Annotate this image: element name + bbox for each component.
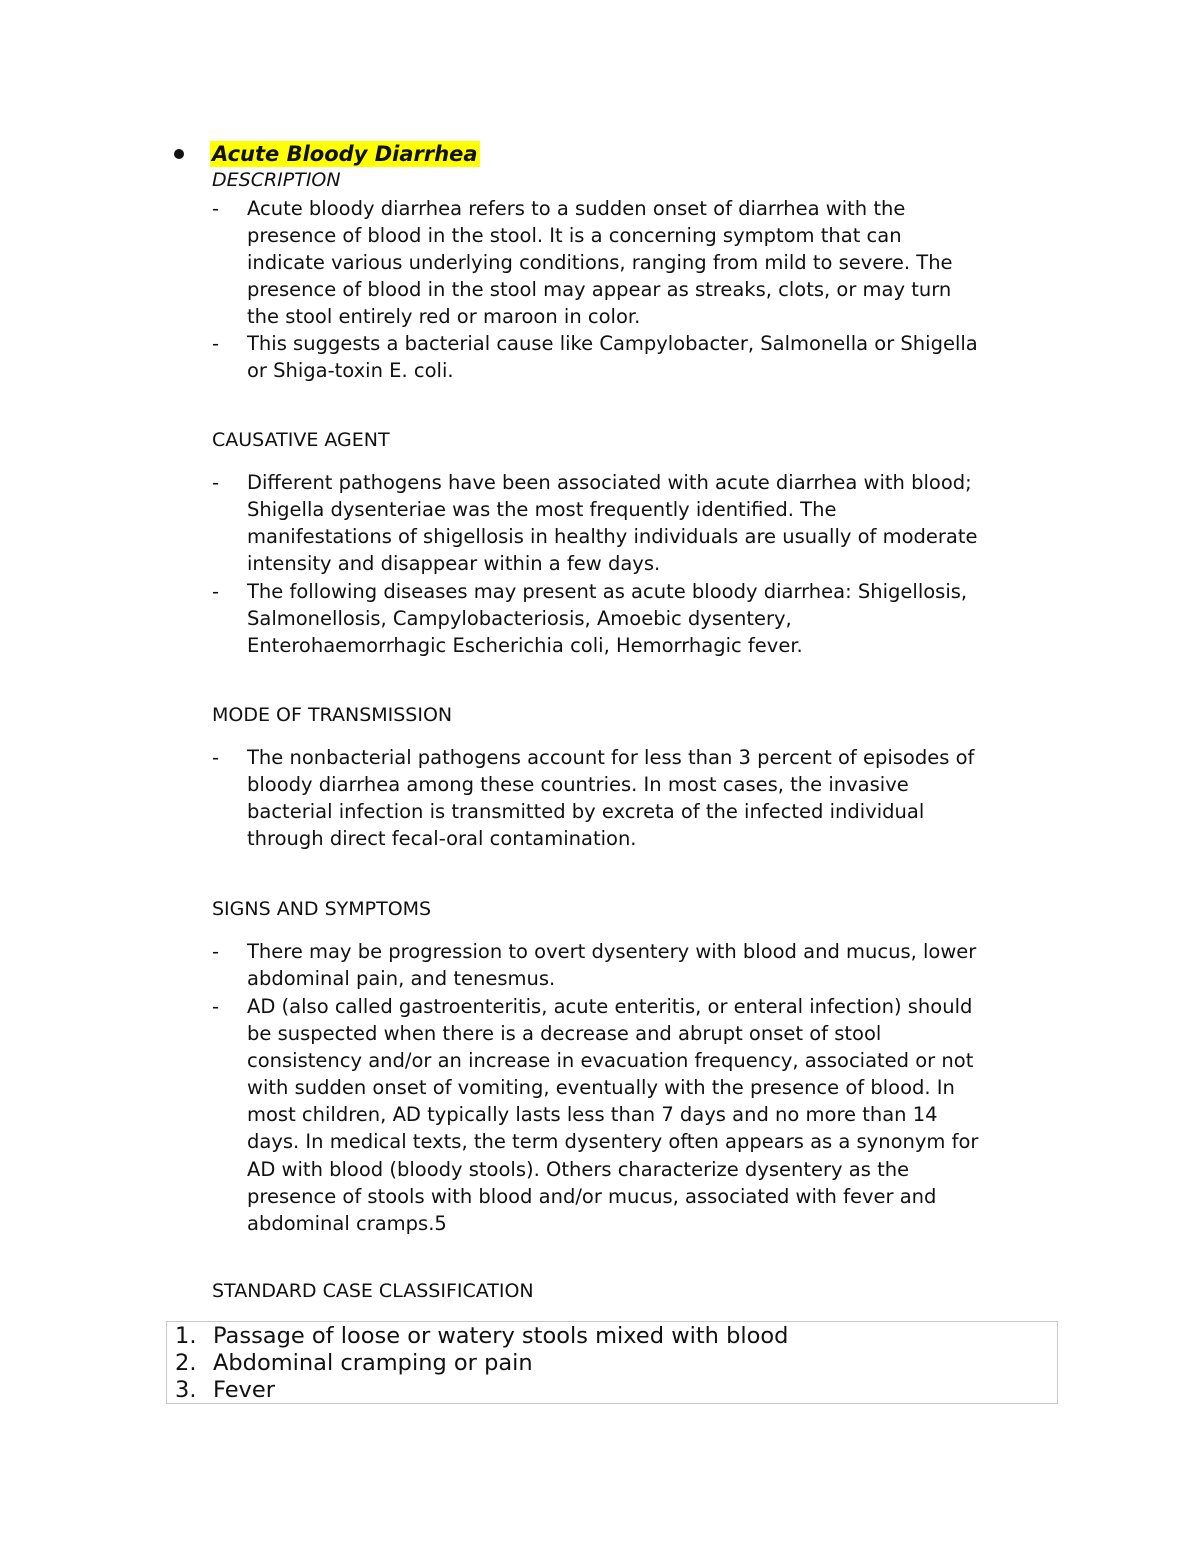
- dash-marker: -: [212, 746, 220, 769]
- case-classification-box: [166, 1321, 1058, 1404]
- signs-and-symptoms-item-text: AD (also called gastroenteritis, acute enteritis, or enteral infection) should be suspected when there is a decrease and abrupt onset of stool consistency and/or an increase in evacuation frequency, associated or not with sudden onset of vomiting, eventually with the presence of blood. In most children, AD typically lasts less than 7 days and no more than 14 days. In medical texts, the term dysentery often appears as a synonym for AD with blood (bloody stools). Others characterize dysentery as the presence of stools with blood and/or mucus, associated with fever and abdominal cramps.5: [247, 995, 979, 1235]
- description-item-text: Acute bloody diarrhea refers to a sudden onset of diarrhea with the presence of blood in the stool. It is a concerning symptom that can indicate various underlying conditions, ranging from mild to severe. The presence of blood in the stool may appear as streaks, clots, or may turn the stool entirely red or maroon in color.: [247, 197, 953, 329]
- causative-agent-item-2: [212, 578, 1072, 659]
- bullet-icon: [174, 149, 184, 159]
- causative-agent-item-1: [212, 469, 1072, 577]
- description-item-2: [212, 330, 1072, 384]
- case-item-number: 1.: [175, 1323, 197, 1349]
- causative-agent-item-text: The following diseases may present as acute bloody diarrhea: Shigellosis, Salmonellosis, Campylobacteriosis, Amoebic dysentery, Enterohaemorrhagic Escherichia coli, Hemorrhagic fever.: [247, 580, 968, 658]
- causative-agent-heading: CAUSATIVE AGENT: [212, 429, 390, 451]
- title-row: [170, 140, 480, 168]
- description-item-text: This suggests a bacterial cause like Campylobacter, Salmonella or Shigella or Shiga-toxin E. coli.: [247, 332, 978, 383]
- signs-and-symptoms-item-text: There may be progression to overt dysentery with blood and mucus, lower abdominal pain, and tenesmus.: [247, 940, 977, 991]
- description-item-1: [212, 195, 1072, 330]
- signs-and-symptoms-heading: SIGNS AND SYMPTOMS: [212, 898, 432, 920]
- dash-marker: -: [212, 995, 220, 1018]
- case-item-number: 3.: [175, 1377, 197, 1403]
- case-item-text: Passage of loose or watery stools mixed with blood: [213, 1323, 789, 1349]
- mode-of-transmission-item-1: [212, 744, 1072, 852]
- standard-case-classification-heading: STANDARD CASE CLASSIFICATION: [212, 1280, 534, 1302]
- signs-and-symptoms-item-2: [212, 993, 1072, 1237]
- case-classification-item-3: [175, 1377, 275, 1404]
- dash-marker: -: [212, 332, 220, 355]
- case-classification-item-2: [175, 1350, 533, 1377]
- dash-marker: -: [212, 471, 220, 494]
- dash-marker: -: [212, 197, 220, 220]
- case-item-text: Fever: [213, 1377, 275, 1403]
- document-title: Acute Bloody Diarrhea: [212, 142, 478, 166]
- description-heading: DESCRIPTION: [212, 169, 341, 191]
- signs-and-symptoms-item-1: [212, 938, 1072, 992]
- dash-marker: -: [212, 940, 220, 963]
- dash-marker: -: [212, 580, 220, 603]
- causative-agent-item-text: Different pathogens have been associated with acute diarrhea with blood; Shigella dysenteriae was the most frequently identified. The manifestations of shigellosis in healthy individuals are usually of moderate intensity and disappear within a few days.: [247, 471, 978, 576]
- case-classification-item-1: [175, 1323, 788, 1350]
- mode-of-transmission-heading: MODE OF TRANSMISSION: [212, 704, 453, 726]
- mode-of-transmission-item-text: The nonbacterial pathogens account for less than 3 percent of episodes of bloody diarrhea among these countries. In most cases, the invasive bacterial infection is transmitted by excreta of the infected individual through direct fecal-oral contamination.: [247, 746, 975, 851]
- case-item-text: Abdominal cramping or pain: [213, 1350, 533, 1376]
- case-item-number: 2.: [175, 1350, 197, 1376]
